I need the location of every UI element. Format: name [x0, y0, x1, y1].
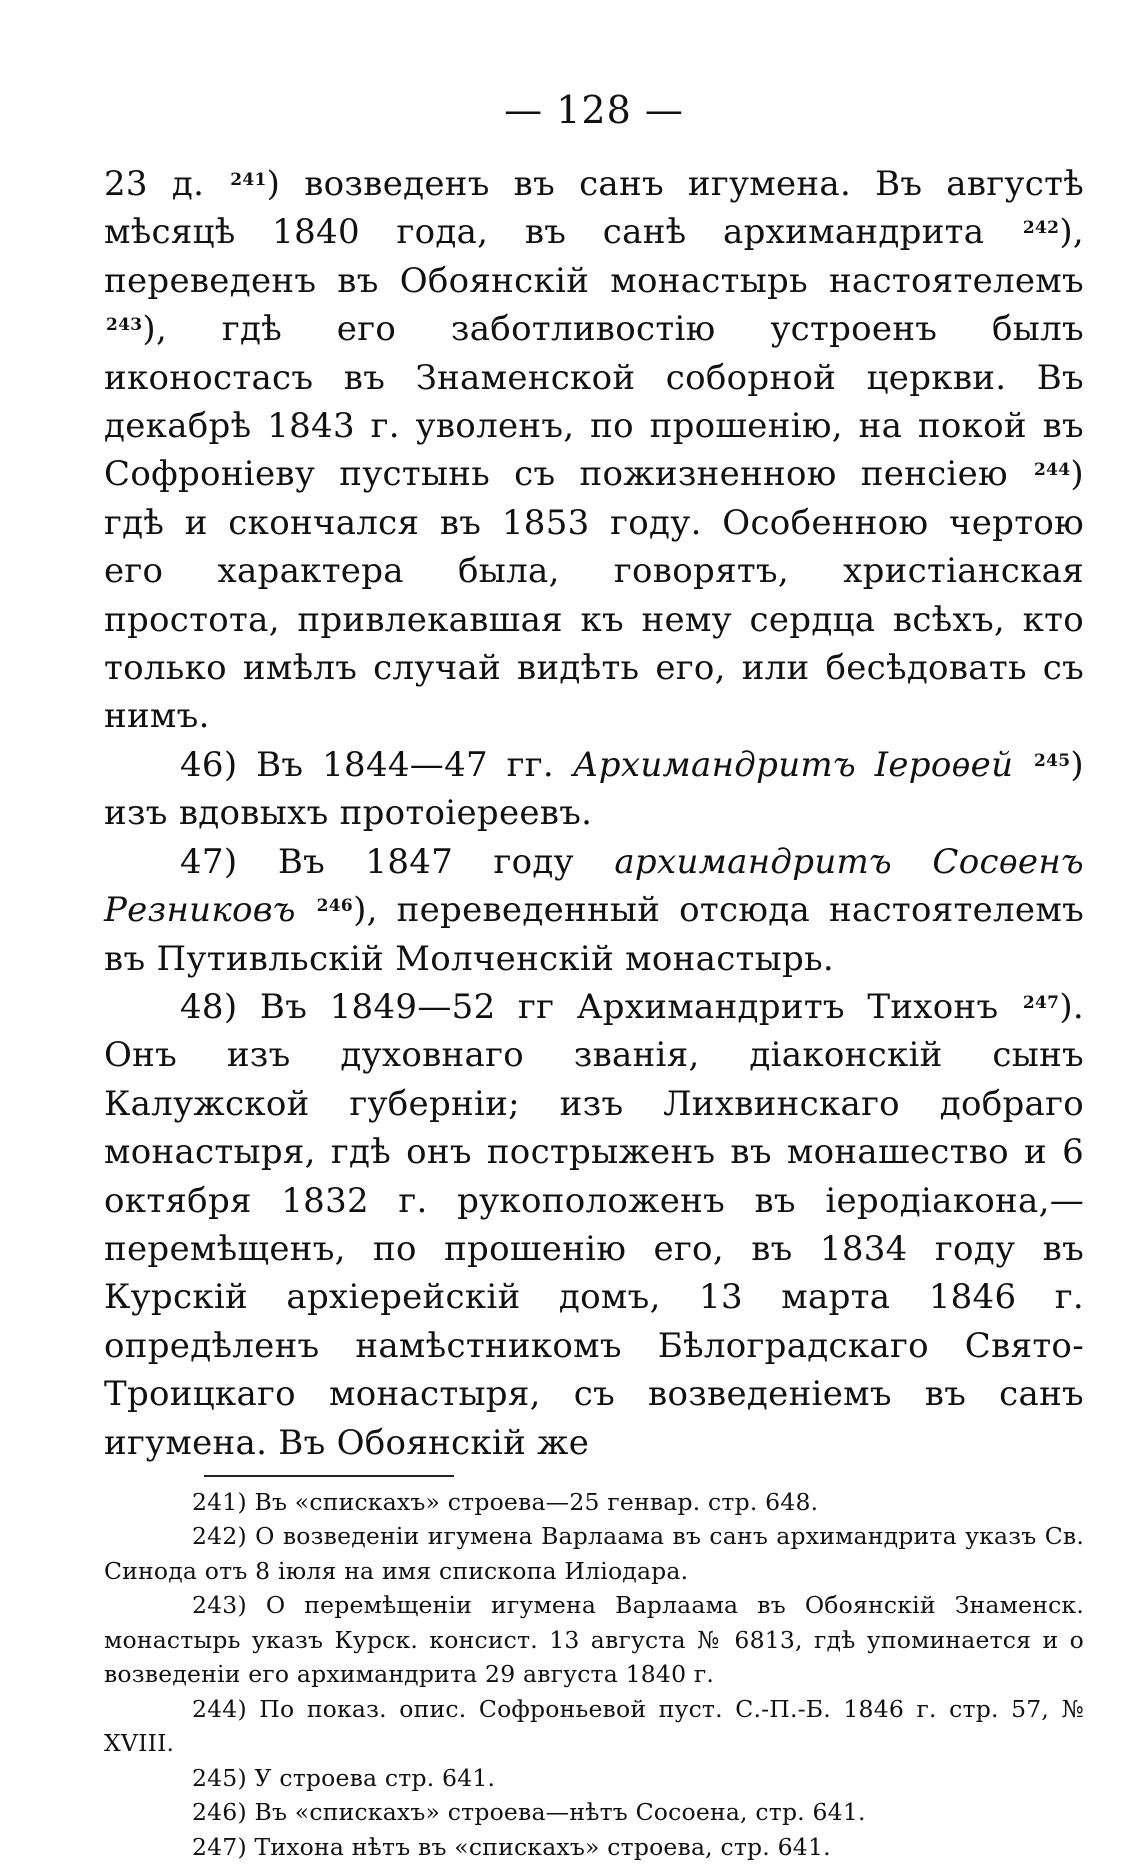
italic-name: Архимандритъ Іероѳей [572, 744, 1014, 785]
footnote-ref: 245 [1034, 750, 1071, 771]
paragraph [104, 741, 1084, 838]
text-run: 23 д. [104, 164, 229, 204]
paragraph [104, 160, 1084, 741]
text-run: ), гдѣ его заботливостію устроенъ былъ иконостасъ въ Знаменской соборной церкви. Въ декабрѣ 1843 г. уволенъ, по прошенію, на покой въ Софроніеву пустынь съ пожизненною пенсіею [104, 309, 1084, 495]
text-run [296, 890, 315, 930]
footnote-ref: 244 [1034, 460, 1071, 481]
footnote-ref: 247 [1022, 992, 1060, 1013]
paragraph [104, 838, 1084, 983]
footnote: 242) О возведеніи игумена Варлаама въ санъ архимандрита указъ Св. Синода отъ 8 іюля на имя спископа Иліодара. [104, 1522, 1084, 1585]
footnote: 243) О перемѣщеніи игумена Варлаама въ Обоянскій Знаменск. монастырь указъ Курск. конcист. 13 августа № 6813, гдѣ упоминается и о возведеніи его архимандрита 29 августа 1840 г. [104, 1591, 1084, 1689]
footnote-ref: 246 [316, 896, 354, 917]
main-text [104, 160, 1084, 1467]
footnote-ref: 243 [106, 315, 143, 336]
text-run: 46) Въ 1844—47 гг. [180, 744, 573, 785]
footnote-ref: 241 [230, 170, 267, 190]
page-number: — 128 — [504, 88, 684, 132]
footnote-ref: 242 [1022, 218, 1060, 239]
text-run: ) гдѣ и скончался въ 1853 году. Особенною чертою его характера была, говорятъ, христіанская простота, привлекавшая къ нему сердца всѣхъ, кто только имѣлъ случай видѣть его, или бесѣдовать съ нимъ. [104, 454, 1084, 737]
text-run: ) изъ вдовыхъ протоіереевъ. [104, 744, 1084, 834]
text-run: 48) Въ 1849—52 гг Архимандритъ Тихонъ [180, 986, 1021, 1027]
text-run: ) возведенъ въ санъ игумена. Въ августѣ мѣсяцѣ 1840 года, въ санѣ архимандрита [104, 164, 1084, 253]
footnote: 246) Въ «спискахъ» строева—нѣтъ Сосоена, стр. 641. [192, 1798, 866, 1827]
footnote: 241) Въ «спискахъ» строева—25 генвар. стр. 648. [192, 1487, 819, 1516]
footnote: 247) Тихона нѣтъ въ «спискахъ» строева, стр. 641. [192, 1832, 831, 1861]
footnote: 244) По показ. опис. Софроньевой пуст. С.-П.-Б. 1846 г. стр. 57, № XVIII. [104, 1694, 1084, 1758]
text-run: ). Онъ изъ духовнаго званія, діаконскій сынъ Калужской губерніи; изъ Лихвинскаго добраго монастыря, гдѣ онъ пострыженъ въ монашество и 6 октября 1832 г. рукоположенъ въ іеродіакона,—перемѣщенъ, по прошенію его, въ 1834 году въ Курскій архіерейскій домъ, 13 марта 1846 г. опредѣленъ намѣстникомъ Бѣлоградскаго Свято-Троицкаго монастыря, съ возведеніемъ въ санъ игумена. Въ Обоянскій же [104, 986, 1084, 1463]
text-run: 47) Въ 1847 году [180, 841, 615, 882]
footnotes [104, 1485, 1084, 1864]
text-run [1013, 745, 1032, 785]
text-run: ), переведенъ въ Обоянскій монастырь настоятелемъ [104, 212, 1084, 301]
italic-name: архимандритъ Сосѳенъ Резниковъ [104, 841, 1084, 931]
footnote: 245) У строева стр. 641. [192, 1763, 496, 1792]
text-run: ), переведенный отсюда настоятелемъ въ Путивльскій Молченскій монастырь. [104, 890, 1085, 979]
paragraph [104, 983, 1084, 1467]
footnote-divider [204, 1475, 454, 1477]
